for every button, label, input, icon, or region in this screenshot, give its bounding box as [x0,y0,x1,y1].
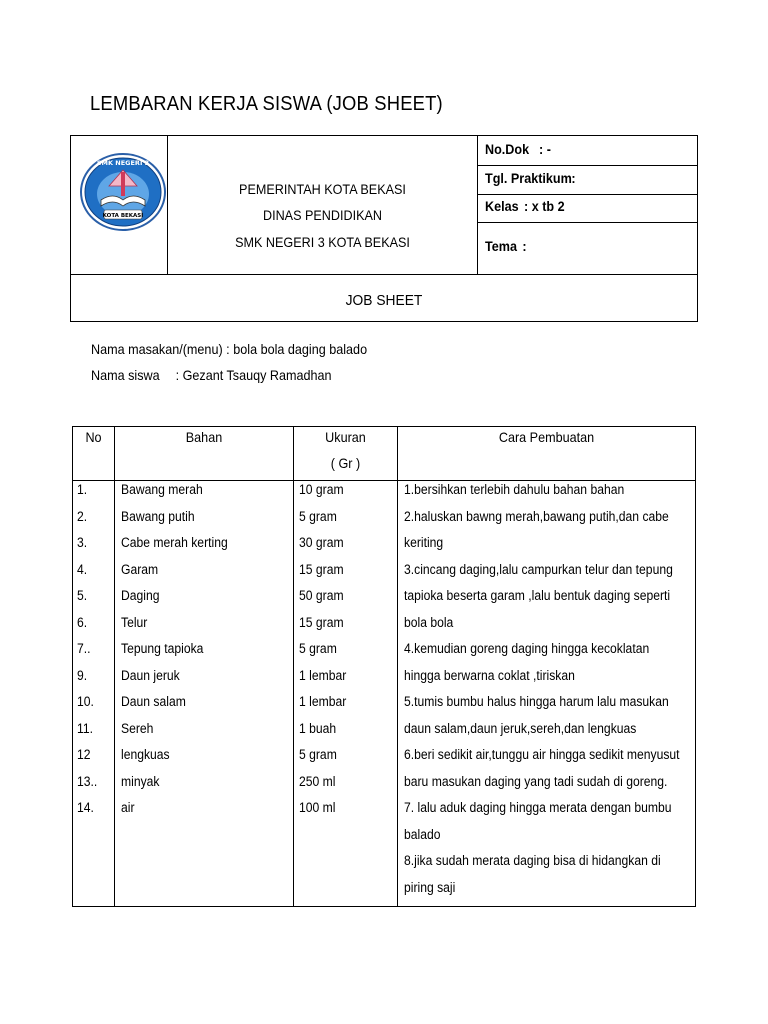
ingredient-amount: 10 gram [299,482,344,497]
ingredient-name: Tepung tapioka [121,641,204,656]
page-title: LEMBARAN KERJA SISWA (JOB SHEET) [90,93,443,115]
ingredient-no: 11. [77,720,93,736]
ingredient-amount: 50 gram [299,588,344,603]
ingredient-no: 13.. [77,773,98,789]
ingredient-name: air [121,800,135,815]
meta-value: : [571,170,576,186]
ingredient-no: 7.. [77,641,91,656]
col-header-ukuran-unit: ( Gr ) [330,455,361,471]
org-line-2: DINAS PENDIDIKAN [262,207,383,223]
ingredient-no: 14. [77,800,94,815]
ingredient-name: Bawang merah [121,482,203,497]
ingredient-name: minyak [121,773,160,789]
ingredient-no: 1. [77,482,88,497]
ingredient-no: 10. [77,694,94,709]
step-line: 1.bersihkan terlebih dahulu bahan bahan [404,482,625,497]
ingredient-amount: 5 gram [299,747,337,762]
step-line: bola bola [404,614,454,630]
ingredient-no: 6. [77,614,88,630]
org-line-1: PEMERINTAH KOTA BEKASI [239,181,406,197]
ingredient-no: 4. [77,561,88,577]
col-header-ukuran: Ukuran [325,429,366,445]
col-header-no: No [85,429,102,445]
info-label: Nama masakan/(menu) : [91,341,230,357]
meta-value: : x tb 2 [524,198,565,214]
info-menu-name [91,341,367,357]
header-box [70,135,698,322]
step-line: keriting [404,535,444,550]
ingredient-amount: 100 ml [299,800,336,815]
meta-label: No.Dok [485,141,530,157]
ingredient-name: Daun jeruk [121,667,180,683]
ingredient-no: 12 [77,747,91,762]
info-value: bola bola daging balado [233,341,368,357]
ingredient-name: Daging [121,588,160,603]
step-line: piring saji [404,879,456,895]
meta-value: : [522,238,527,254]
ingredient-amount: 15 gram [299,614,344,630]
meta-label: Tema [485,238,517,254]
ingredient-no: 2. [77,508,88,524]
ingredient-amount: 250 ml [299,773,336,789]
meta-class [485,198,565,214]
ingredient-amount: 1 lembar [299,694,347,709]
meta-label: Kelas [485,198,519,214]
col-header-cara: Cara Pembuatan [498,429,595,445]
ingredient-name: Sereh [121,720,154,736]
step-line: 8.jika sudah merata daging bisa di hidangkan di [404,853,661,868]
info-label: Nama siswa [91,367,160,383]
meta-value: : - [539,141,551,157]
ingredient-amount: 1 buah [299,720,337,736]
step-line: hingga berwarna coklat ,tiriskan [404,667,575,683]
job-sheet-heading: JOB SHEET [345,292,423,309]
meta-theme [485,238,527,254]
meta-doc-number [485,141,551,157]
ingredient-amount: 5 gram [299,508,337,524]
school-logo-icon [79,152,167,232]
step-line: 7. lalu aduk daging hingga merata dengan bumbu [404,800,672,815]
ingredient-amount: 1 lembar [299,667,347,683]
ingredient-name: Garam [121,561,159,577]
ingredient-name: Cabe merah kerting [121,535,228,550]
step-line: 4.kemudian goreng daging hingga kecoklatan [404,641,650,656]
ingredient-amount: 30 gram [299,535,344,550]
info-student-name [91,367,332,383]
col-header-bahan: Bahan [185,429,223,445]
meta-practice-date [485,170,576,186]
step-line: balado [404,826,441,842]
ingredient-name: lengkuas [121,747,170,762]
step-line: daun salam,daun jeruk,sereh,dan lengkuas [404,720,637,736]
step-line: 2.haluskan bawng merah,bawang putih,dan cabe [404,508,669,524]
step-line: 3.cincang daging,lalu campurkan telur dan tepung [404,561,673,577]
ingredient-amount: 15 gram [299,561,344,577]
org-line-3: SMK NEGERI 3 KOTA BEKASI [235,234,410,250]
ingredient-name: Telur [121,614,148,630]
step-line: tapioka beserta garam ,lalu bentuk daging seperti [404,588,671,603]
logo-bottom-text: KOTA BEKASI [102,213,144,219]
ingredient-no: 5. [77,588,88,603]
step-line: baru masukan daging yang tadi sudah di goreng. [404,773,668,789]
ingredient-no: 3. [77,535,88,550]
info-value: : Gezant Tsauqy Ramadhan [175,367,332,383]
logo-top-text: SMK NEGERI 3 [96,159,150,167]
step-line: 6.beri sedikit air,tunggu air hingga sedikit menyusut [404,747,680,762]
step-line: 5.tumis bumbu halus hingga harum lalu masukan [404,694,669,709]
ingredient-name: Daun salam [121,694,186,709]
recipe-table [72,426,696,907]
ingredient-no: 9. [77,667,88,683]
ingredient-amount: 5 gram [299,641,337,656]
ingredient-name: Bawang putih [121,508,195,524]
meta-label: Tgl. Praktikum [485,170,572,186]
